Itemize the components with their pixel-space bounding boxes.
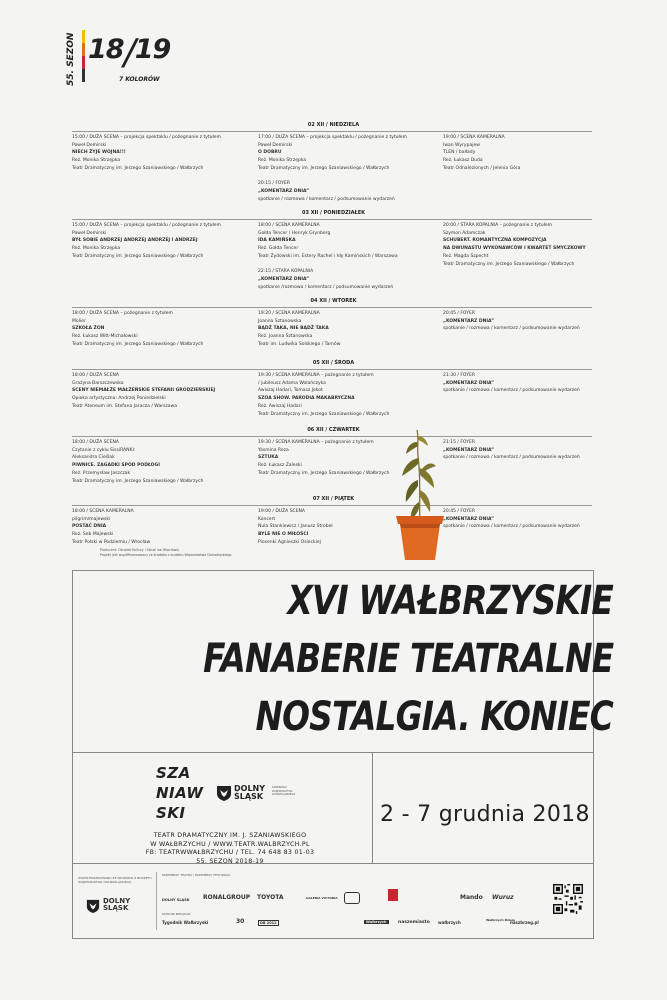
event-block <box>72 310 203 349</box>
event-line: 19:00 / SCENA KAMERALNA <box>443 135 505 140</box>
qr-code-icon <box>553 884 583 914</box>
event-line: Nula Stankiewicz / Janusz Strobel <box>258 524 333 530</box>
event-line: Teatr Dramatyczny im. Jerzego Szaniawskiego / Wałbrzych <box>258 411 390 417</box>
event-block <box>72 372 215 411</box>
event-block <box>443 134 520 173</box>
event-line: Joanna Sztanowska <box>258 318 302 324</box>
day-label: 04 XII / WTOREK <box>310 298 357 304</box>
dolny-slask-logo: DOLNY ŚLĄSK <box>234 784 266 801</box>
theater-logo-line-2: NIAW <box>156 784 204 802</box>
event-block <box>72 508 150 547</box>
event-line: BĄDŹ TAKA, NIE BĄDŹ TAKA <box>258 326 329 332</box>
dolny-slask-small-eagle-icon <box>86 898 100 914</box>
wilted-plant-icon <box>390 428 450 563</box>
event-block <box>443 439 580 462</box>
event-line: Gołda Tencer / Henryk Grynberg <box>258 230 331 236</box>
event-line: Reż. Monika Strzępka <box>72 158 121 164</box>
event-line: Teatr im. Ludwika Solskiego / Tarnów <box>258 341 341 347</box>
event-line: pilgrim/majewski <box>72 516 111 522</box>
event-line: Teatr Dramatyczny im. Jerzego Szaniawskiego / Wałbrzych <box>258 470 390 476</box>
day-divider <box>72 131 592 132</box>
season-color-bar <box>82 30 85 82</box>
media-logo-7: Wałbrzych Dzieje <box>486 918 515 922</box>
event-line: SZOA SHOW. PARODIA MAKABRYCZNA <box>258 396 355 402</box>
event-line: Reż. Łukasz Duda <box>443 158 483 164</box>
sponsor-caption-left: WSPÓŁFINANSOWANO ZE ŚRODKÓW Z BUDŻETU WOJEWÓDZTWA DOLNOŚLĄSKIEGO <box>78 876 152 884</box>
event-line: Szymon Adamczak <box>443 230 486 236</box>
theater-logo-line-1: SZA <box>156 764 191 782</box>
event-line: Awiszaj Hadari, Tomasz Jekot <box>258 388 323 394</box>
sponsor-logo-3: TOYOTA <box>257 894 284 901</box>
event-block <box>443 222 586 268</box>
event-block <box>258 508 333 547</box>
event-line: „KOMENTARZ DNIA” <box>258 188 310 194</box>
event-block <box>258 310 340 349</box>
event-line: 21:30 / FOYER <box>443 373 475 378</box>
event-block <box>72 134 221 173</box>
day-divider <box>72 307 592 308</box>
event-line: SZTUKA <box>258 455 279 461</box>
event-line: Teatr Ateneum im. Stefana Jaracza / Warszawa <box>72 403 177 409</box>
event-block <box>443 372 580 395</box>
event-line: „KOMENTARZ DNIA” <box>258 276 310 282</box>
event-line: Grażyna Barszczewska <box>72 380 124 386</box>
event-line: Teatr Dramatyczny im. Jerzego Szaniawskiego / Wałbrzych <box>72 341 204 347</box>
event-line: 19:00 / DUŻA SCENA <box>258 509 305 514</box>
event-line: 18:00 / SCENA KAMERALNA <box>258 223 320 228</box>
event-line: Teatr Dramatyczny im. Jerzego Szaniawskiego / Wałbrzych <box>72 253 204 259</box>
media-logo-5: naszemiasto <box>398 920 430 925</box>
frame-divider-horizontal <box>72 752 594 753</box>
event-block <box>72 222 221 261</box>
season-label-vertical: 55. SEZON <box>66 32 76 86</box>
event-line: Teatr Dramatyczny im. Jerzego Szaniawskiego / Wałbrzych <box>72 478 204 484</box>
event-line <box>258 173 407 181</box>
event-block <box>72 439 203 485</box>
event-line: Reż. Magda Szpecht <box>443 253 489 259</box>
sponsor-dolny-slask: DOLNY ŚLĄSK <box>103 897 131 912</box>
sponsor-logo-4: GALERIA VICTORIA <box>306 896 338 900</box>
sponsor-logo-5: Mando <box>460 894 483 901</box>
headline-line-2: FANABERIE TEATRALNE <box>202 636 613 682</box>
event-line: IDA KAMIŃSKA <box>258 238 296 244</box>
event-line: 19:20 / SCENA KAMERALNA <box>258 311 320 316</box>
event-line: PIWNICE. ZAGADKI SPOD PODŁOGI <box>72 463 160 469</box>
event-line: spotkanie / rozmowa / komentarz / podsumowanie wydarzeń <box>443 326 580 332</box>
event-block <box>443 508 580 531</box>
frame-divider-vertical <box>372 752 373 863</box>
event-line: Paweł Demirski <box>72 230 107 236</box>
season-subtitle: 7 KOLORÓW <box>119 76 160 83</box>
event-line: Yasmina Reza <box>258 447 289 453</box>
event-line: 18:00 / DUŻA SCENA <box>72 440 119 445</box>
headline-line-1: XVI WAŁBRZYSKIE <box>287 578 613 624</box>
event-line: Reż. Awiszaj Hadari <box>258 403 302 409</box>
event-line: „KOMENTARZ DNIA” <box>443 318 495 324</box>
event-line: Teatr Dramatyczny im. Jerzego Szaniawskiego / Wałbrzych <box>258 165 390 171</box>
event-line: spotkanie / rozmowa / komentarz / podsumowanie wydarzeń <box>443 524 580 530</box>
event-line: 19:30 / SCENA KAMERALNA – pożegnanie z tytułem <box>258 440 374 445</box>
day-label: 06 XII / CZWARTEK <box>307 427 360 433</box>
event-line: Teatr Żydowski im. Estery Rachel i Idy Kamińskich / Warszawa <box>258 253 398 259</box>
event-line: POSTAĆ DNIA <box>72 524 107 530</box>
event-line: spotkanie / rozmowa / komentarz / podsumowanie wydarzeń <box>258 196 395 202</box>
event-line: 22:15 / STARA KOPALNIA <box>258 269 314 275</box>
event-line: 15:00 / DUŻA SCENA – projekcja spektaklu / pożegnanie z tytułem <box>72 223 221 228</box>
sponsor-logo-1: DOLNY ŚLĄSK <box>162 898 190 902</box>
event-line: TLEN / balłady <box>443 150 476 156</box>
season-number: 18/19 <box>88 32 171 73</box>
headline-line-3: NOSTALGIA. KONIEC <box>255 694 613 740</box>
event-line: 20:15 / FOYER <box>258 181 290 187</box>
event-line: / jubileusz Adama Wolańczyka <box>258 380 326 386</box>
event-line: SCENY NIEMAŁŻE MAŁŻEŃSKIE STEFANII GRODZIEŃSKIEJ <box>72 388 216 394</box>
event-block <box>258 372 389 418</box>
event-line: Reż. Łukasz Witt-Michałowski <box>72 334 138 340</box>
event-line: Paweł Demirski <box>258 142 293 148</box>
day-label: 07 XII / PIĄTEK <box>312 496 355 502</box>
sponsor-logo-red-icon <box>388 889 398 901</box>
event-line: O DOBRU <box>258 150 282 156</box>
event-line: spotkanie /rozmowa / komentarz / podsumowanie wydarzeń <box>258 284 394 290</box>
event-line: „KOMENTARZ DNIA” <box>443 516 495 522</box>
day-label: 05 XII / ŚRODA <box>312 360 355 366</box>
theater-logo-line-3: SKI <box>156 804 186 822</box>
dolny-slask-caption: SAMORZĄD WOJEWÓDZTWA DOLNOŚLĄSKIEGO <box>272 786 296 796</box>
day-label: 02 XII / NIEDZIELA <box>307 122 360 128</box>
event-block <box>258 439 389 478</box>
sponsor-logo-2: RONALGROUP <box>203 894 251 901</box>
media-logo-2: 30 <box>236 918 245 925</box>
event-line: Iwan Wyrypajew <box>443 142 480 148</box>
event-line: Teatr Odnalezionych / Jelenia Góra <box>443 165 521 171</box>
event-line: Reż. Seb Majewski <box>72 532 114 538</box>
event-line: Molier <box>72 318 86 324</box>
dolny-slask-eagle-icon <box>216 784 232 802</box>
event-line: Piosenki Agnieszki Osieckiej <box>258 539 321 545</box>
event-line: Opieka artystyczna: Andrzej Poniedzielski <box>72 396 166 402</box>
event-line: Reż. Przemysław Jaszczak <box>72 470 131 476</box>
credits: Producent: Ośrodek Kultury i Sztuki we Wrocławiu Projekt jest współfinansowany ze środków z budżetu Województwa Dolnośląskiego <box>100 548 232 557</box>
event-line: spotkanie / rozmowa / komentarz / podsumowanie wydarzeń <box>443 388 580 394</box>
event-line: SCHUBERT. ROMANTYCZNA KOMPOZYCJA <box>443 238 547 244</box>
event-line: Reż. Monika Strzępka <box>258 158 307 164</box>
event-line: „KOMENTARZ DNIA” <box>443 380 495 386</box>
event-line: 17:00 / DUŻA SCENA – projekcja spektaklu / pożegnanie z tytułem <box>258 135 407 140</box>
event-line: BYLE NIE O MIŁOŚCI <box>258 532 309 538</box>
event-line: Reż. Monika Strzępka <box>72 246 121 252</box>
event-line: Koncert <box>258 516 276 522</box>
event-line: 20:45 / FOYER <box>443 509 475 514</box>
event-line: Teatr Dramatyczny im. Jerzego Szaniawskiego / Wałbrzych <box>72 165 204 171</box>
event-line: Teatr Dramatyczny im. Jerzego Szaniawskiego / Wałbrzych <box>443 261 575 267</box>
day-divider <box>72 219 592 220</box>
media-logo-3: DB 2012 <box>260 921 277 925</box>
event-block <box>443 310 580 333</box>
media-logo-6: wałbrzych <box>438 920 461 925</box>
event-line: 20:45 / FOYER <box>443 311 475 316</box>
partners-caption: PARTNERZY TEATRU / PARTNERZY FESTIWALU <box>162 873 231 877</box>
media-partners-caption: PATRONI MEDIALNI <box>162 912 191 916</box>
event-line: Reż. Joanna Sztanowska <box>258 334 313 340</box>
event-block <box>258 134 407 203</box>
event-line: 20:00 / STARA KOPALNIA – pożegnanie z tytułem <box>443 223 553 228</box>
event-line: Aleksandra Cieślak <box>72 455 115 461</box>
event-line: 18:00 / SCENA KAMERALNA <box>72 509 134 514</box>
event-line: Reż. Łukasz Zaleski <box>258 463 302 469</box>
event-line: „KOMENTARZ DNIA” <box>443 447 495 453</box>
sponsor-logo-6: Wuruz <box>492 894 514 901</box>
event-block <box>258 222 398 291</box>
event-line: 15:00 / DUŻA SCENA – projekcja spektaklu / pożegnanie z tytułem <box>72 135 221 140</box>
event-line: Czytanie z cyklu SissiRANKI: <box>72 447 136 453</box>
event-line: 21:15 / FOYER <box>443 440 475 445</box>
media-logo-8: naszbrzeg.pl <box>510 920 539 925</box>
day-divider <box>72 436 592 437</box>
event-line: 18:00 / DUŻA SCENA – pożegnanie z tytułem <box>72 311 173 316</box>
day-divider <box>72 505 592 506</box>
event-line: spotkanie / rozmowa / komentarz / podsumowanie wydarzeń <box>443 455 580 461</box>
event-line: NIECH ŻYJE WOJNA!!! <box>72 150 126 156</box>
festival-date: 2 - 7 grudnia 2018 <box>380 802 590 827</box>
event-line: Teatr Polski w Podziemiu / Wrocław <box>72 539 151 545</box>
event-line: BYŁ SOBIE ANDRZEJ ANDRZEJ ANDRZEJ I ANDRZEJ <box>72 238 198 244</box>
sponsor-logo-c-icon <box>344 892 360 904</box>
media-logo-1: Tygodnik Wałbrzyski <box>162 920 209 925</box>
event-line: 18:00 / DUŻA SCENA <box>72 373 119 378</box>
day-label: 03 XII / PONIEDZIAŁEK <box>302 210 365 216</box>
event-line <box>258 261 398 269</box>
event-line: 19:30 / SCENA KAMERALNA – pożegnanie z tytułem <box>258 373 374 378</box>
event-line: Reż. Gołda Tencer <box>258 246 299 252</box>
theater-address: TEATR DRAMATYCZNY IM. J. SZANIAWSKIEGO W WAŁBRZYCHU / WWW.TEATR.WALBRZYCH.PL FB: TEATRWWAŁBRZYCHU / TEL. 74 648 83 01-03 55. SEZON 2018-19 <box>145 832 315 865</box>
event-line: Paweł Demirski <box>72 142 107 148</box>
media-logo-4: Wałbrzych <box>366 920 387 924</box>
day-divider <box>72 369 592 370</box>
event-line: SZKOŁA ŻON <box>72 326 105 332</box>
event-line: NA DWUNASTU WYKONAWCÓW I KWARTET SMYCZKOWY <box>443 246 586 252</box>
